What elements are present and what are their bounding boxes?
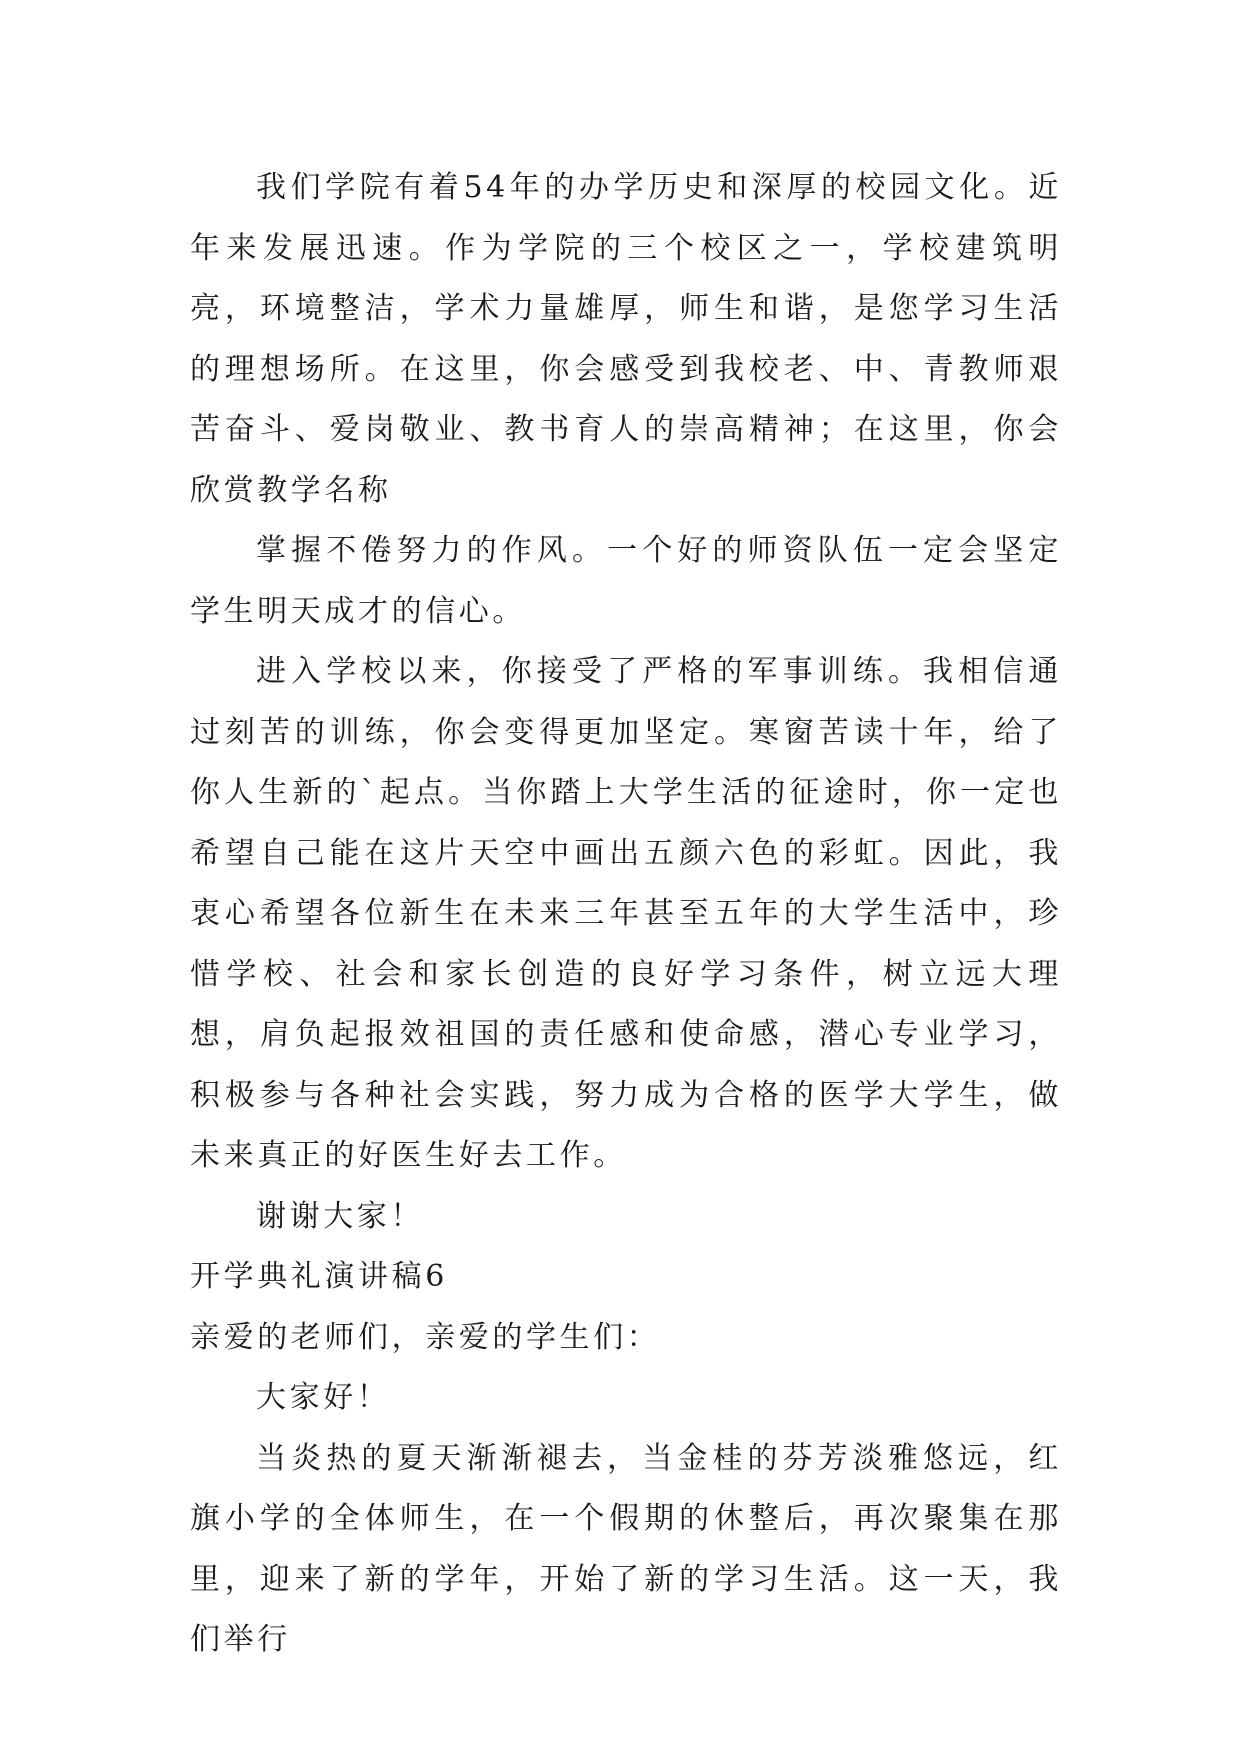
- paragraph-intro: 我们学院有着54年的办学历史和深厚的校园文化。近年来发展迅速。作为学院的三个校区之一，学校建筑明亮，环境整洁，学术力量雄厚，师生和谐，是您学习生活的理想场所。在这里，你会感受到我校老、中、青教师艰苦奋斗、爱岗敬业、教书育人的崇高精神；在这里，你会欣赏教学名称: [190, 170, 1062, 508]
- salutation: 亲爱的老师们，亲爱的学生们：: [190, 1319, 661, 1355]
- section-heading: 开学典礼演讲稿6: [190, 1259, 448, 1294]
- paragraph-teaching-style: 掌握不倦努力的作风。一个好的师资队伍一定会坚定学生明天成才的信心。: [190, 533, 1062, 629]
- paragraph-military-training: 进入学校以来，你接受了严格的军事训练。我相信通过刻苦的训练，你会变得更加坚定。寒窗苦读十年，给了你人生新的`起点。当你踏上大学生活的征途时，你一定也希望自己能在这片天空中画出五颜六色的彩虹。因此，我衷心希望各位新生在未来三年甚至五年的大学生活中，珍惜学校、社会和家长创造的良好学习条件，树立远大理想，肩负起报效祖国的责任感和使命感，潜心专业学习，积极参与各种社会实践，努力成为合格的医学大学生，做未来真正的好医生好去工作。: [190, 654, 1062, 1173]
- paragraph-new-term: 当炎热的夏天渐渐褪去，当金桂的芬芳淡雅悠远，红旗小学的全体师生，在一个假期的休整后，再次聚集在那里，迎来了新的学年，开始了新的学习生活。这一天，我们举行: [190, 1440, 1062, 1657]
- document-body: [190, 158, 1062, 1671]
- greeting: 大家好！: [256, 1380, 391, 1415]
- paragraph-thanks: 谢谢大家！: [256, 1198, 424, 1234]
